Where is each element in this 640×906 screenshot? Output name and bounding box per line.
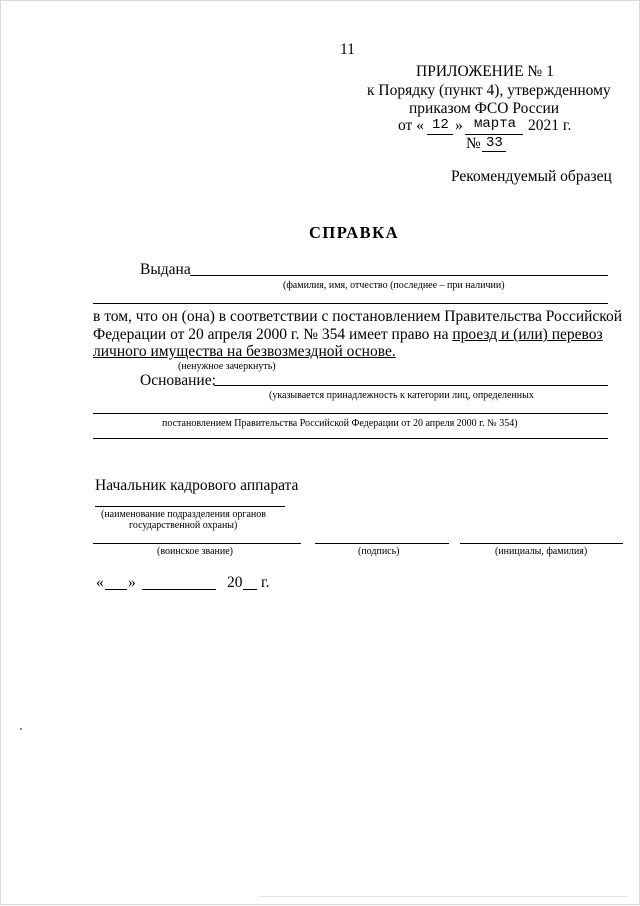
recommended-sample: Рекомендуемый образец bbox=[451, 168, 612, 185]
main-text-underlined-2: личного имущества на безвозмездной основе. bbox=[93, 343, 396, 360]
page-number: 11 bbox=[340, 41, 355, 58]
basis-line-1 bbox=[214, 385, 608, 386]
issued-second-line bbox=[93, 303, 608, 304]
date-month-blank bbox=[142, 589, 216, 590]
main-text-line-1: в том, что он (она) в соответствии с постановлением Правительства Российской bbox=[93, 308, 623, 325]
appendix-date-prefix: от « bbox=[398, 117, 424, 134]
rank-caption: (воинское звание) bbox=[157, 546, 233, 557]
issued-label: Выдана bbox=[140, 261, 191, 278]
appendix-number: 33 bbox=[486, 135, 503, 151]
basis-caption-2: постановлением Правительства Российской Федерации от 20 апреля 2000 г. № 354) bbox=[162, 418, 518, 429]
unit-caption-1: (наименование подразделения органов bbox=[101, 509, 266, 520]
appendix-order: приказом ФСО России bbox=[409, 100, 560, 117]
head-title: Начальник кадрового аппарата bbox=[95, 477, 299, 494]
date-day-underline bbox=[427, 134, 453, 135]
date-year-suffix: г. bbox=[261, 574, 270, 591]
main-text-line-2 bbox=[93, 326, 603, 344]
scan-speck bbox=[20, 728, 22, 730]
initials-caption: (инициалы, фамилия) bbox=[495, 546, 588, 557]
date-day-blank bbox=[105, 589, 127, 590]
unit-caption-2: государственной охраны) bbox=[129, 520, 238, 531]
issued-caption: (фамилия, имя, отчество (последнее – при наличии) bbox=[283, 280, 505, 291]
basis-label: Основание: bbox=[140, 372, 216, 389]
date-close-quote: » bbox=[128, 574, 136, 591]
issued-name-line bbox=[190, 275, 608, 276]
appendix-date-day: 12 bbox=[432, 117, 449, 133]
appendix-date-month: марта bbox=[474, 116, 517, 132]
appendix-title: ПРИЛОЖЕНИЕ № 1 bbox=[416, 63, 554, 80]
basis-caption-1: (указывается принадлежность к категории лиц, определенных bbox=[269, 390, 534, 401]
appendix-date-year: 2021 г. bbox=[528, 117, 572, 134]
basis-line-2 bbox=[93, 413, 608, 414]
appendix-reference: к Порядку (пункт 4), утвержденному bbox=[367, 82, 611, 99]
date-year-prefix: 20 bbox=[227, 574, 243, 591]
date-year-blank bbox=[243, 589, 257, 590]
appendix-date-mid: » bbox=[455, 117, 463, 134]
unit-line bbox=[95, 506, 285, 507]
rank-line bbox=[93, 543, 301, 544]
initials-line bbox=[460, 543, 623, 544]
document-title: СПРАВКА bbox=[309, 223, 400, 242]
appendix-number-prefix: № bbox=[466, 135, 481, 152]
signature-line bbox=[315, 543, 449, 544]
date-open-quote: « bbox=[96, 574, 104, 591]
number-underline bbox=[482, 151, 506, 152]
basis-line-3 bbox=[93, 438, 608, 439]
signature-caption: (подпись) bbox=[358, 546, 400, 557]
strike-unneeded-caption: (ненужное зачеркнуть) bbox=[178, 361, 276, 372]
main-text-line-2-plain: Федерации от 20 апреля 2000 г. № 354 имеет право на bbox=[93, 326, 453, 343]
main-text-underlined-1: проезд и (или) перевоз bbox=[452, 326, 603, 343]
